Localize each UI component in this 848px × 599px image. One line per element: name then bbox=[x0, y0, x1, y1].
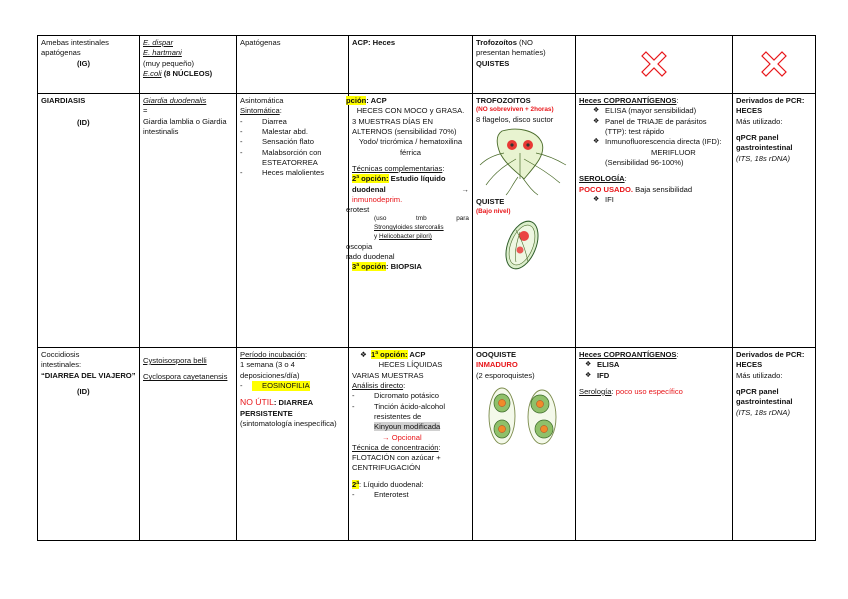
cell-cocci-antigens: Heces COPROANTÍGENOS: ❖ ELISA ❖ IFD Serología: poco uso específico bbox=[576, 348, 733, 541]
list-item: - Heces malolientes bbox=[240, 168, 325, 178]
list-item: - EOSINOFILIA bbox=[240, 380, 310, 390]
diamond-bullet-icon: ❖ bbox=[593, 138, 600, 146]
diamond-bullet-icon: ❖ bbox=[593, 107, 600, 115]
cell-cross-2 bbox=[733, 36, 816, 94]
arrow-icon: → bbox=[461, 184, 469, 194]
cell-giardiasis-name: GIARDIASIS (ID) bbox=[38, 94, 140, 348]
cross-out-icon bbox=[640, 50, 668, 78]
cell-cross-1 bbox=[576, 36, 733, 94]
list-item: ❖ Panel de TRIAJE de parásitos (TTP): test rápido bbox=[593, 116, 707, 136]
diamond-bullet-icon: ❖ bbox=[360, 350, 372, 359]
list-item: ❖ ELISA bbox=[585, 360, 620, 370]
giardia-cyst-illustration bbox=[476, 216, 572, 274]
cell-cocci-morphology: OOQUISTE INMADURO (2 esporoquistes) bbox=[473, 348, 576, 541]
list-item: - Enterotest bbox=[352, 490, 409, 500]
cross-out-icon bbox=[760, 50, 788, 78]
cell-apatogenas: Apatógenas bbox=[237, 36, 349, 94]
list-item: - Malestar abd. bbox=[240, 126, 309, 136]
list-item: - Diarrea bbox=[240, 116, 287, 126]
diamond-bullet-icon: ❖ bbox=[585, 371, 592, 379]
list-item: - Dicromato potásico bbox=[352, 391, 439, 401]
diamond-bullet-icon: ❖ bbox=[593, 117, 600, 125]
list-item: ❖ ELISA (mayor sensibilidad) bbox=[593, 106, 697, 116]
list-item: ❖ IFD bbox=[585, 370, 610, 380]
table-row-header bbox=[38, 36, 816, 94]
cell-giardia-antigens: Heces COPROANTÍGENOS: ❖ ELISA (mayor sensibilidad) ❖ Panel de TRIAJE de parásitos (TTP): test rápido ❖ Inmunofluorescencia directa (IFD): MERIFLUOR (Sensibilidad 96-100%) SEROLOGÍA: POCO USADO. Baja sensibilidad ❖ IFI bbox=[576, 94, 733, 348]
diamond-bullet-icon: ❖ bbox=[593, 195, 600, 203]
cell-cocci-species: Cystoisospora belli Cyclospora cayetanensis bbox=[140, 348, 237, 541]
parasitology-table bbox=[37, 35, 816, 541]
cell-amebas: Amebas intestinales apatógenas (IG) bbox=[38, 36, 140, 94]
cell-cocci-acp: ❖ 1ª opción: ACP HECES LÍQUIDAS VARIAS MUESTRAS Análisis directo: - Dicromato potásico - Tinción ácido-alcohol resistentes de Kinyoun modificada → Opcional Técnica de concentración: FLOTACIÓN con azúcar + CENTRIFUGACIÓN 2ª: Líquido duodenal: - Enterotest bbox=[349, 348, 473, 541]
cell-cocci-clinic: Período incubación: 1 semana (3 o 4 deposiciones/día) - EOSINOFILIA NO ÚTIL: DIARREA PERSISTENTE (sintomatología inespecífica) bbox=[237, 348, 349, 541]
list-item: - Sensación flato bbox=[240, 137, 314, 147]
diamond-bullet-icon: ❖ bbox=[585, 361, 592, 369]
cell-trofozoitos: Trofozoítos (NO presentan hematíes) QUISTES bbox=[473, 36, 576, 94]
table-row-giardiasis bbox=[38, 94, 816, 348]
oocyst-illustration bbox=[476, 381, 572, 451]
giardia-trophozoite-illustration bbox=[476, 125, 572, 197]
cell-coccidiosis-name: Coccidiosis intestinales: “DIARREA DEL VIAJERO” (ID) bbox=[38, 348, 140, 541]
list-item: ❖ Inmunofluorescencia directa (IFD): bbox=[593, 137, 722, 147]
cell-giardia-pcr: Derivados de PCR: HECES Más utilizado: qPCR panel gastrointestinal (ITS, 18s rDNA) bbox=[733, 94, 816, 348]
cell-amebas-species: E. dispar E. hartmani (muy pequeño) E.coli (8 NÚCLEOS) bbox=[140, 36, 237, 94]
cell-giardia-morphology: TROFOZOITOS (NO sobreviven + 2horas) 8 flagelos, disco suctor QUISTE (Bajo nivel) bbox=[473, 94, 576, 348]
cell-giardia-acp: pción: ACP HECES CON MOCO y GRASA. 3 MUESTRAS DÍAS EN ALTERNOS (sensibilidad 70%) Yodo/ tricrómica / hematoxilina férrica Técnicas complementarias: 2ª opción: Estudio líquido duodenal → inmunodeprim. erotest (uso tmb para Strongyloides stercoralis y Helicobacter pilori) oscopia rado duodenal 3ª opción: BIOPSIA bbox=[349, 94, 473, 348]
list-item: ❖ IFI bbox=[593, 194, 614, 204]
table-row-coccidiosis bbox=[38, 348, 816, 541]
cell-acp-heces: ACP: Heces bbox=[349, 36, 473, 94]
cell-giardia-species: Giardia duodenalis = Giardia lamblia o Giardia intestinalis bbox=[140, 94, 237, 348]
list-item: - Malabsorción con ESTEATORREA bbox=[240, 147, 322, 167]
cell-giardia-clinic: Asintomática Sintomática: - Diarrea - Malestar abd. - Sensación flato - Malabsorción con ESTEATORREA - Heces malolientes bbox=[237, 94, 349, 348]
list-item: - Tinción ácido-alcohol resistentes de bbox=[352, 401, 446, 421]
cell-cocci-pcr: Derivados de PCR: HECES Más utilizado: qPCR panel gastrointestinal (ITS, 18s rDNA) bbox=[733, 348, 816, 541]
